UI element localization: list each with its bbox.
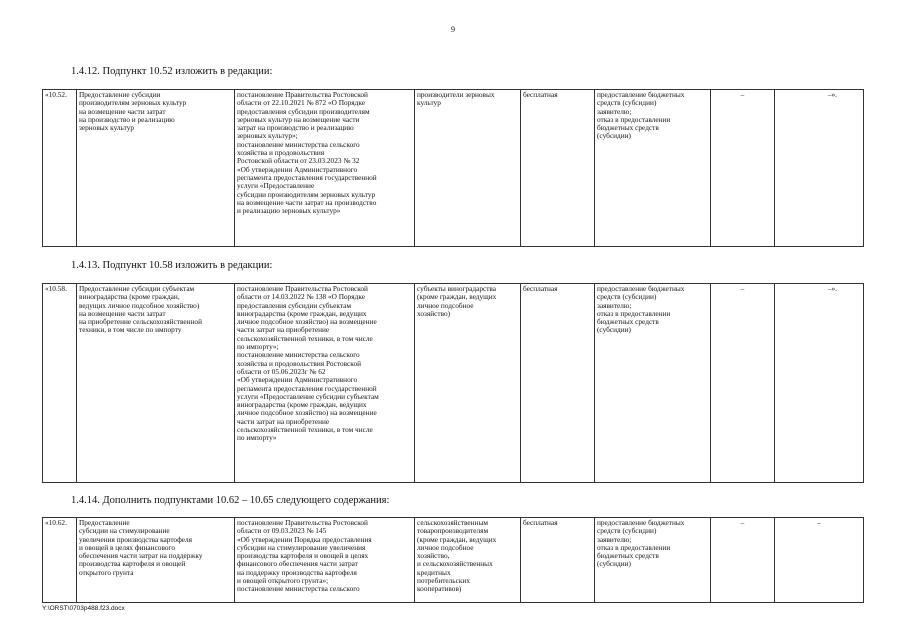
table-row-10-62 (42, 517, 864, 603)
section-heading-10-52: 1.4.12. Подпункт 10.52 изложить в редакции: (71, 66, 273, 77)
cell-recipients: сельскохозяйственным товаропроизводителям (кроме граждан, ведущих личное подсобное хозяйство, и сельскохозяйственных кредитных потребительских кооперативов) (415, 518, 521, 603)
cell-dash-2: – (775, 518, 864, 603)
cell-cost: бесплатная (521, 518, 595, 603)
section-heading-10-58: 1.4.13. Подпункт 10.58 изложить в редакции: (71, 260, 273, 271)
cell-legal-basis: постановление Правительства Ростовской области от 22.10.2021 № 872 «О Порядке предоставления субсидии производителям зерновых культур на возмещение части затрат на производство и реализацию зерновых культур»; постановление министерства сельского хозяйства и продовольствия Ростовской области от 23.03.2023 № 32 «Об утверждении Административного регламента предоставления государственной услуги «Предоставление субсидии производителям зерновых культур на возмещение части затрат на производство и реализацию зерновых культур» (235, 90, 415, 247)
cell-dash-2: –». (775, 284, 864, 483)
cell-dash-1: – (711, 518, 775, 603)
table-row-10-52 (42, 89, 864, 247)
cell-legal-basis: постановление Правительства Ростовской области от 09.03.2023 № 145 «Об утверждении Порядка предоставления субсидии на стимулирование увеличения производства картофеля и овощей в целях финансового обеспечения части затрат на поддержку производства картофеля и овощей открытого грунта»; постановление министерства сельского (235, 518, 415, 603)
footer-file-path: Y:\ORST\0703p488.f23.docx (42, 605, 125, 612)
section-heading-10-62: 1.4.14. Дополнить подпунктами 10.62 – 10.65 следующего содержания: (71, 495, 390, 506)
table-row-10-58 (42, 283, 864, 483)
cell-number: «10.58. (43, 284, 77, 483)
cell-result: предоставление бюджетных средств (субсидии) заявителю; отказ в предоставлении бюджетных средств (субсидии) (595, 518, 711, 603)
cell-cost: бесплатная (521, 90, 595, 247)
cell-service-name: Предоставление субсидии производителям зерновых культур на возмещение части затрат на производство и реализацию зерновых культур (77, 90, 235, 247)
cell-result: предоставление бюджетных средств (субсидии) заявителю; отказ в предоставлении бюджетных средств (субсидии) (595, 284, 711, 483)
cell-service-name: Предоставление субсидии субъектам виноградарства (кроме граждан, ведущих личное подсобное хозяйство) на возмещение части затрат на приобретение сельскохозяйственной техники, в том числе по импорту (77, 284, 235, 483)
cell-number: «10.52. (43, 90, 77, 247)
cell-service-name: Предоставление субсидии на стимулирование увеличения производства картофеля и овощей в целях финансового обеспечения части затрат на поддержку производства картофеля и овощей открытого грунта (77, 518, 235, 603)
cell-recipients: производители зерновых культур (415, 90, 521, 247)
cell-number: «10.62. (43, 518, 77, 603)
cell-dash-1: – (711, 90, 775, 247)
cell-dash-1: – (711, 284, 775, 483)
page-number: 9 (451, 25, 455, 34)
cell-recipients: субъекты виноградарства (кроме граждан, ведущих личное подсобное хозяйство) (415, 284, 521, 483)
cell-cost: бесплатная (521, 284, 595, 483)
cell-legal-basis: постановление Правительства Ростовской области от 14.03.2022 № 138 «О Порядке предоставления субсидии субъектам виноградарства (кроме граждан, ведущих личное подсобное хозяйство) на возмещение части затрат на приобретение сельскохозяйственной техники, в том числе по импорту»; постановление министерства сельского хозяйства и продовольствия Ростовской области от 05.06.2023г № 62 «Об утверждении Административного регламента предоставления государственной услуги «Предоставление субсидии субъектам виноградарства (кроме граждан, ведущих личное подсобное хозяйство) на возмещение части затрат на приобретение сельскохозяйственной техники, в том числе по импорту» (235, 284, 415, 483)
cell-dash-2: –». (775, 90, 864, 247)
cell-result: предоставление бюджетных средств (субсидии) заявителю; отказ в предоставлении бюджетных средств (субсидии) (595, 90, 711, 247)
